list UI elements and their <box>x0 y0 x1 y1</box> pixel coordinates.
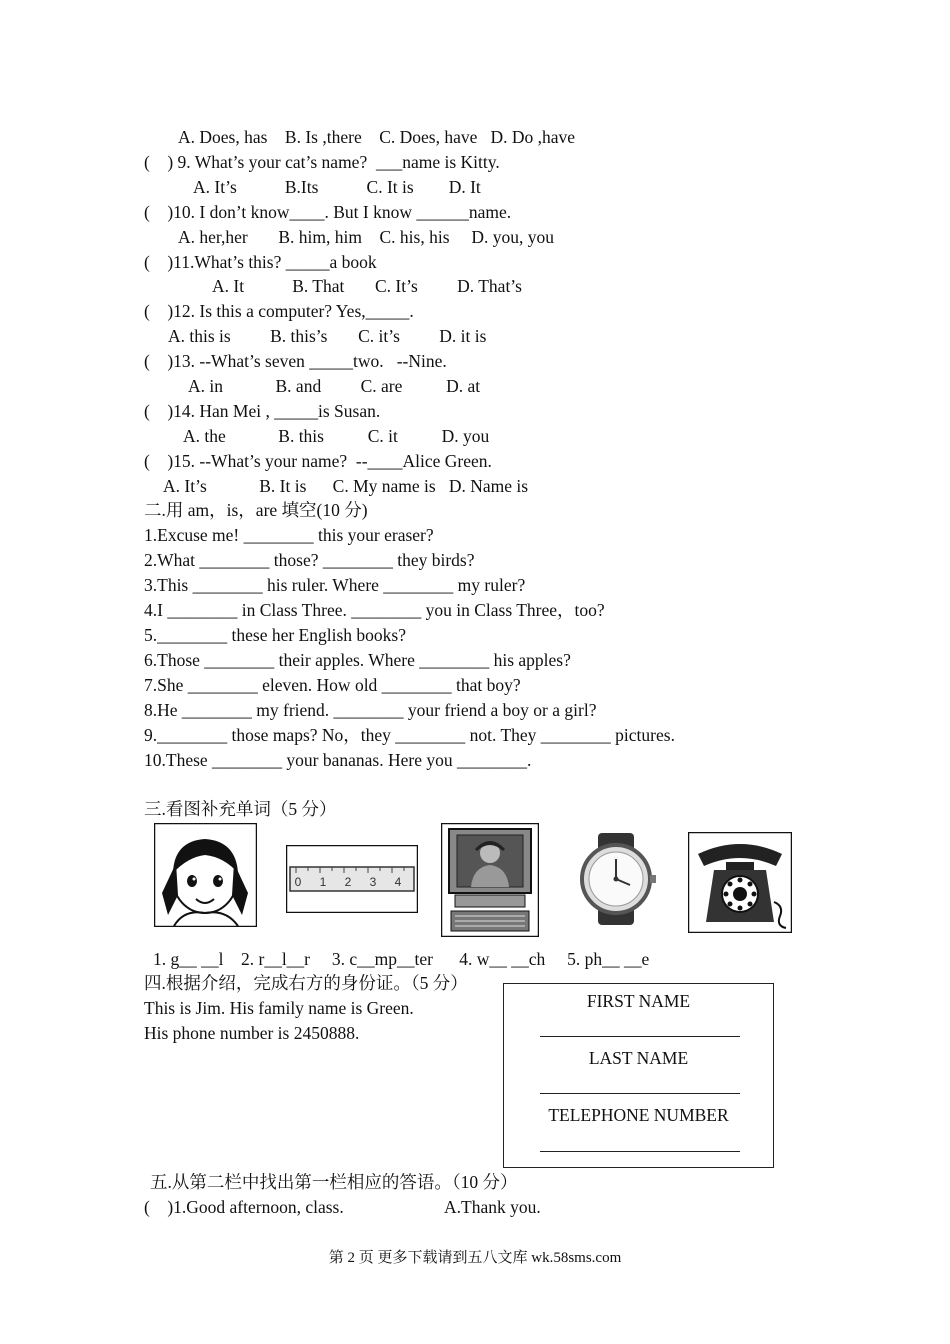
match-answer-a: A.Thank you. <box>444 1197 541 1217</box>
section2-title: 二.用 am，is，are 填空(10 分) <box>144 500 368 520</box>
mc-question-11: ( )11.What’s this? _____a book <box>144 252 377 272</box>
fill-item-4: 4.I ________ in Class Three. ________ you in Class Three，too? <box>144 600 605 620</box>
ruler-digit: 4 <box>394 875 402 889</box>
first-name-label: FIRST NAME <box>586 991 691 1011</box>
mc-question-13: ( )13. --What’s seven _____two. --Nine. <box>144 351 447 371</box>
last-name-blank <box>540 1093 740 1094</box>
mc-options-9: A. It’s B.Its C. It is D. It <box>193 177 481 197</box>
mc-question-14: ( )14. Han Mei , _____is Susan. <box>144 401 381 421</box>
mc-options-15: A. It’s B. It is C. My name is D. Name is <box>163 476 529 496</box>
mc-options-14: A. the B. this C. it D. you <box>183 426 490 446</box>
page-footer: 第 2 页 更多下载请到五八文库 wk.58sms.com <box>328 1250 622 1266</box>
word-blanks: 1. g__ __l 2. r__l__r 3. c__mp__ter 4. w__ __ch 5. ph__ __e <box>153 949 650 969</box>
first-name-blank <box>540 1036 740 1037</box>
fill-item-6: 6.Those ________ their apples. Where ________ his apples? <box>144 650 571 670</box>
id-card <box>503 983 774 1168</box>
watch-picture <box>574 833 658 925</box>
fill-item-3: 3.This ________ his ruler. Where ________ my ruler? <box>144 575 526 595</box>
mc-options-8: A. Does, has B. Is ,there C. Does, have D. Do ,have <box>178 127 576 147</box>
section4-title: 四.根据介绍，完成右方的身份证。（5 分） <box>144 973 468 993</box>
mc-options-11: A. It B. That C. It’s D. That’s <box>212 276 522 296</box>
telephone-picture <box>688 832 792 933</box>
fill-item-7: 7.She ________ eleven. How old ________ that boy? <box>144 675 521 695</box>
mc-options-10: A. her,her B. him, him C. his, his D. you, you <box>178 227 555 247</box>
mc-question-9: ( ) 9. What’s your cat’s name? ___name is Kitty. <box>144 152 500 172</box>
fill-item-8: 8.He ________ my friend. ________ your friend a boy or a girl? <box>144 700 597 720</box>
mc-question-10: ( )10. I don’t know____. But I know ______name. <box>144 202 512 222</box>
fill-item-9: 9.________ those maps? No，they ________ not. They ________ pictures. <box>144 725 675 745</box>
ruler-picture <box>286 845 418 913</box>
section3-title: 三.看图补充单词（5 分） <box>144 799 337 819</box>
fill-item-1: 1.Excuse me! ________ this your eraser? <box>144 525 434 545</box>
girl-picture <box>154 823 257 927</box>
fill-item-5: 5.________ these her English books? <box>144 625 406 645</box>
last-name-label: LAST NAME <box>588 1048 689 1068</box>
match-question-1: ( )1.Good afternoon, class. <box>144 1197 344 1217</box>
ruler-digit: 3 <box>369 875 377 889</box>
fill-item-2: 2.What ________ those? ________ they birds? <box>144 550 475 570</box>
mc-options-12: A. this is B. this’s C. it’s D. it is <box>168 326 487 346</box>
telephone-number-blank <box>540 1151 740 1152</box>
computer-picture <box>441 823 539 937</box>
mc-question-12: ( )12. Is this a computer? Yes,_____. <box>144 301 414 321</box>
section5-title: 五.从第二栏中找出第一栏相应的答语。（10 分） <box>150 1172 518 1192</box>
intro-line-1: This is Jim. His family name is Green. <box>144 998 414 1018</box>
telephone-number-label: TELEPHONE NUMBER <box>548 1105 729 1125</box>
mc-question-15: ( )15. --What’s your name? --____Alice Green. <box>144 451 492 471</box>
ruler-digit: 2 <box>344 875 352 889</box>
ruler-digit: 0 <box>294 875 302 889</box>
mc-options-13: A. in B. and C. are D. at <box>188 376 481 396</box>
intro-line-2: His phone number is 2450888. <box>144 1023 360 1043</box>
fill-item-10: 10.These ________ your bananas. Here you ________. <box>144 750 532 770</box>
ruler-digit: 1 <box>319 875 327 889</box>
